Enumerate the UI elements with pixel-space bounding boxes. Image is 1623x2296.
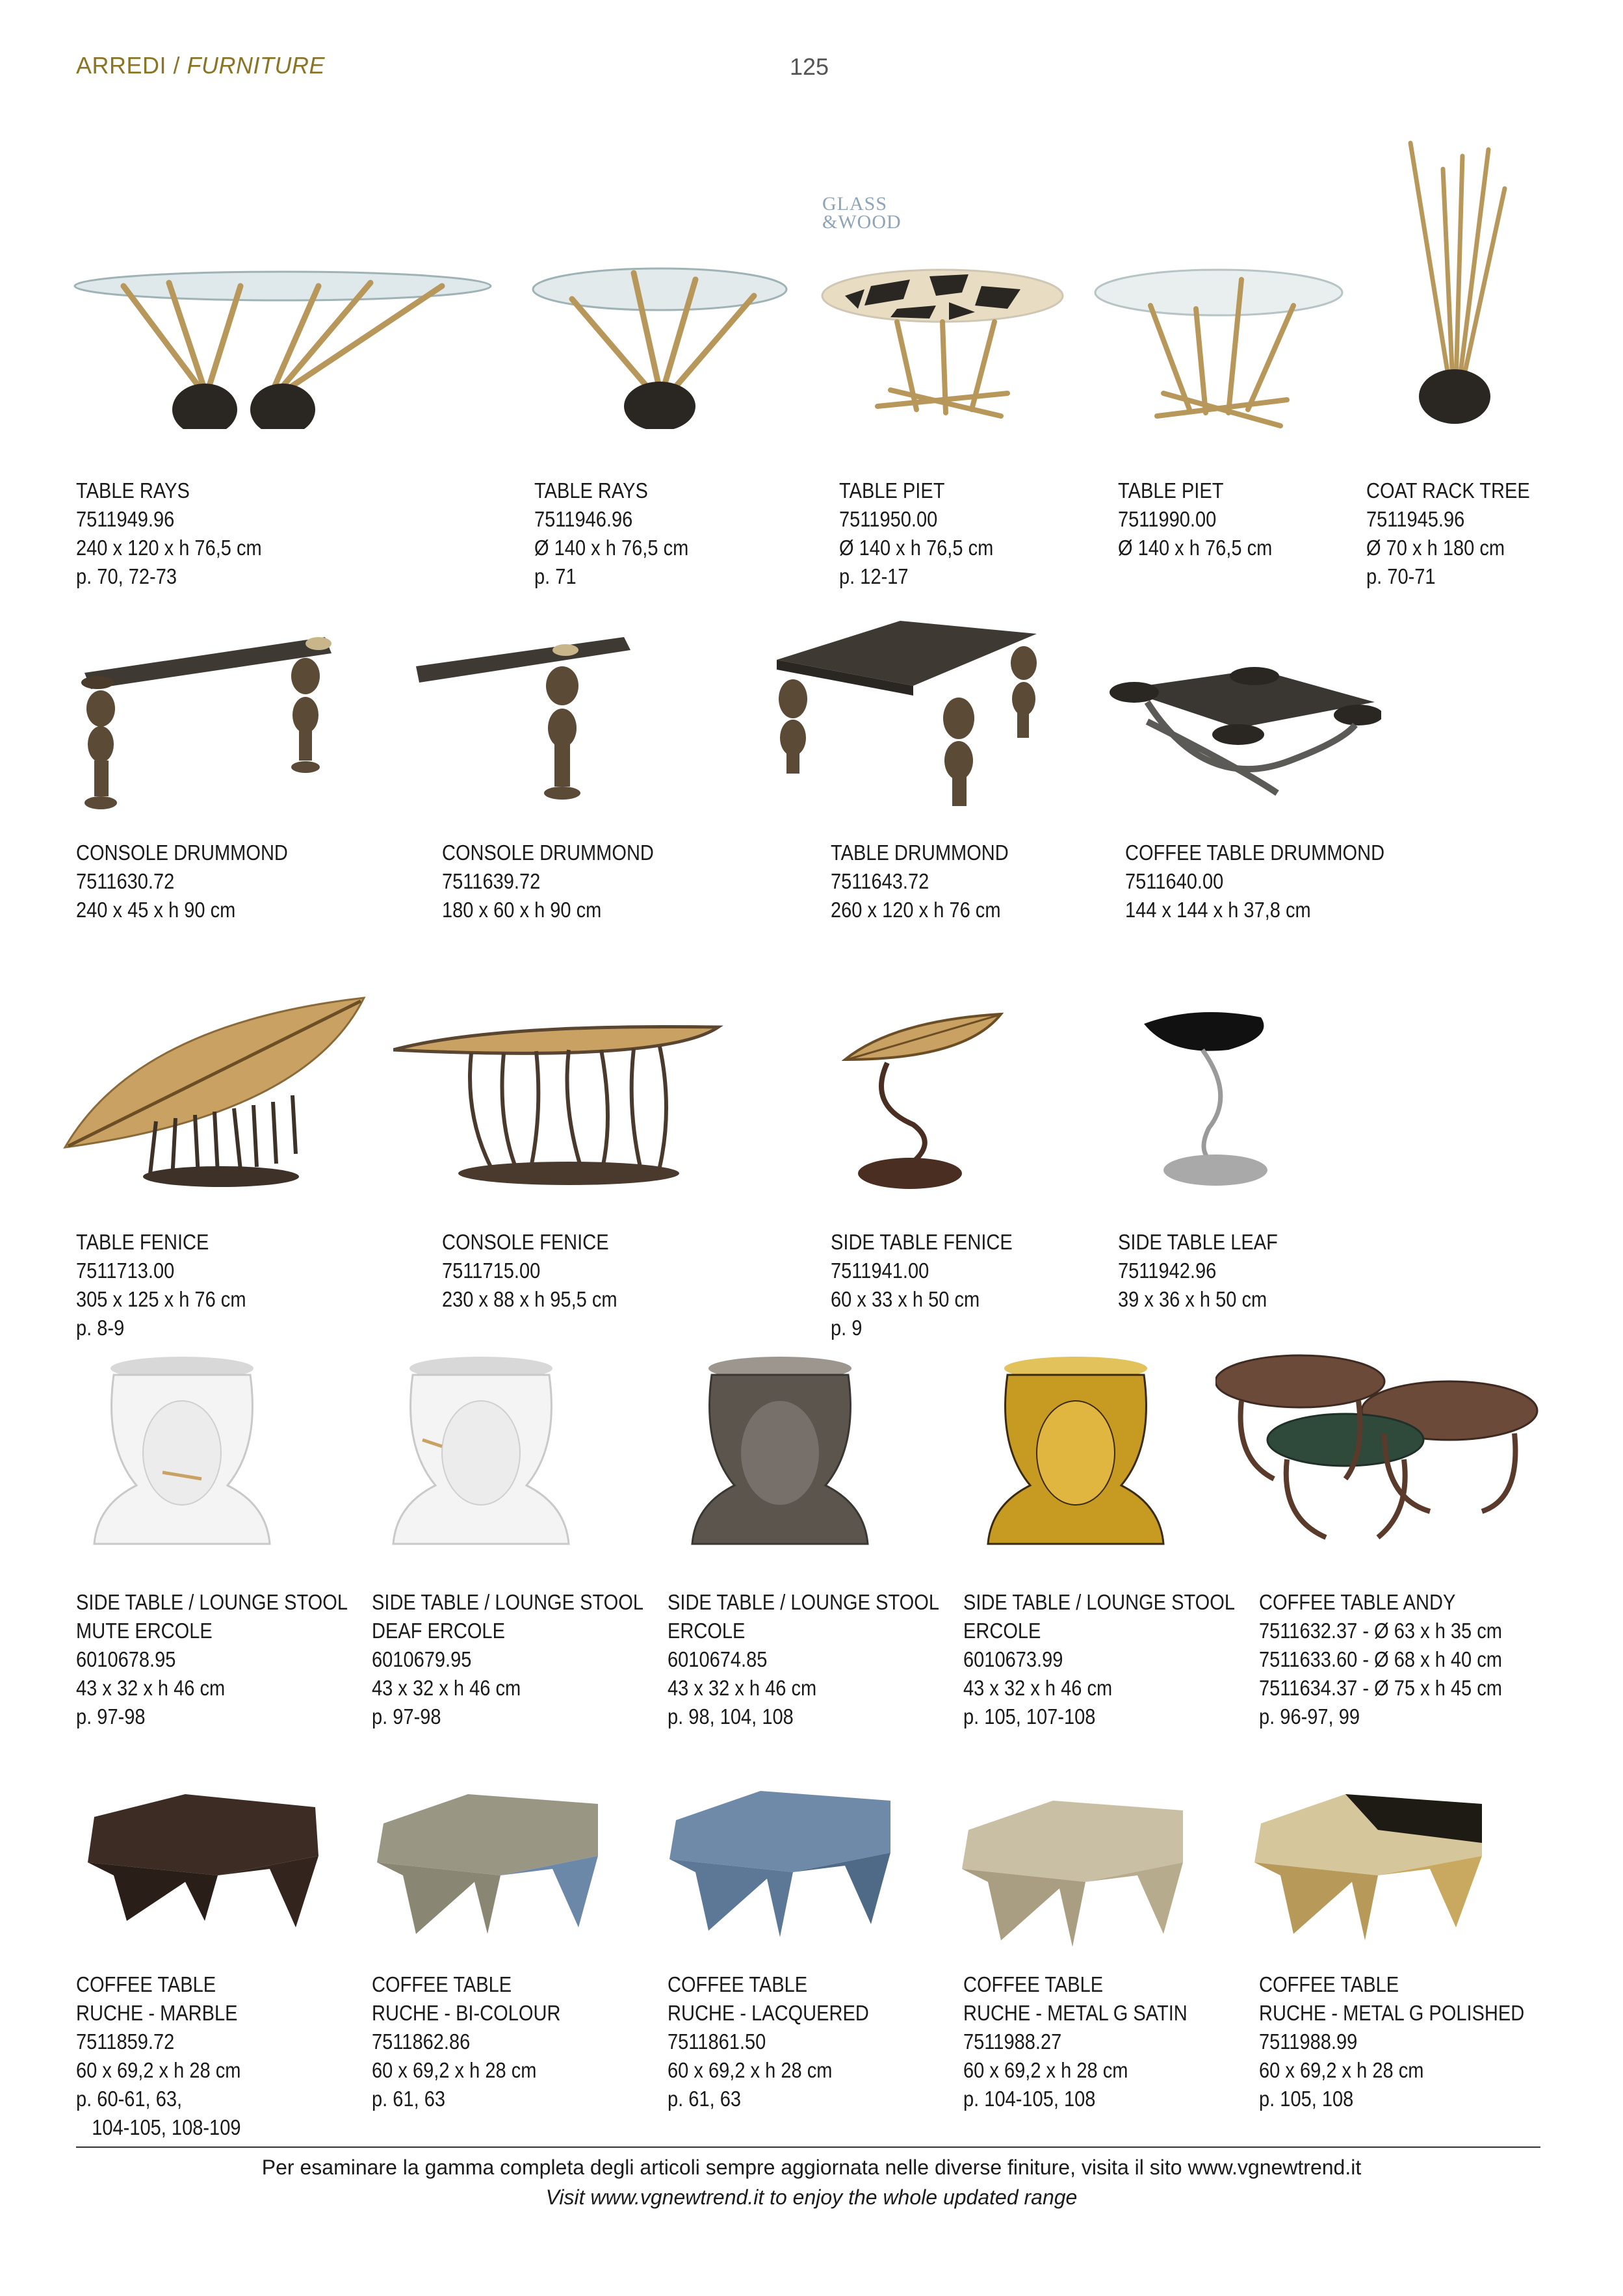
product-name: TABLE FENICE (76, 1230, 209, 1254)
console-icon (71, 624, 338, 819)
product-name: SIDE TABLE LEAF (1118, 1230, 1278, 1254)
product-pages: p. 98, 104, 108 (668, 1704, 794, 1729)
product-category: SIDE TABLE / LOUNGE STOOL (372, 1590, 643, 1614)
hex-table-icon (955, 1797, 1196, 1957)
product-pages: p. 105, 108 (1259, 2087, 1354, 2111)
frosted-table-icon (1092, 260, 1345, 436)
product-caption-table-rays-round (534, 476, 688, 591)
product-code: 7511945.96 (1366, 507, 1465, 531)
coffee-table-icon (1108, 663, 1381, 806)
product-pages: p. 9 (831, 1316, 863, 1340)
bust-stool-icon (383, 1349, 578, 1563)
product-variant: 7511632.37 - Ø 63 x h 35 cm (1259, 1619, 1502, 1643)
hex-table-icon (663, 1788, 903, 1957)
product-dimensions: 230 x 88 x h 95,5 cm (442, 1287, 617, 1311)
product-image-ruche-marble (75, 1791, 328, 1957)
black-leaf-table-icon (1131, 1004, 1280, 1193)
product-image-ruche-metal-satin (955, 1797, 1196, 1957)
round-glass-table-icon (526, 260, 793, 429)
product-pages: p. 60-61, 63, (76, 2087, 183, 2111)
product-name: RUCHE - METAL G POLISHED (1259, 2001, 1525, 2025)
product-caption-ruche-lacquered (668, 1970, 869, 2113)
product-name: RUCHE - BI-COLOUR (372, 2001, 561, 2025)
product-dimensions: 39 x 36 x h 50 cm (1118, 1287, 1267, 1311)
product-image-table-fenice (58, 985, 367, 1193)
product-caption-ercole-bronze (668, 1588, 939, 1731)
product-code: 6010679.95 (372, 1647, 472, 1671)
product-pages: p. 70-71 (1366, 564, 1436, 588)
product-dimensions: Ø 140 x h 76,5 cm (534, 536, 689, 560)
section-header (76, 52, 325, 79)
product-dimensions: 60 x 69,2 x h 28 cm (1259, 2058, 1424, 2082)
product-image-table-drummond (770, 614, 1043, 822)
product-code: 7511643.72 (831, 869, 929, 893)
product-dimensions: 60 x 33 x h 50 cm (831, 1287, 980, 1311)
product-caption-mute-ercole (76, 1588, 348, 1731)
product-name: DEAF ERCOLE (372, 1619, 505, 1643)
coat-rack-icon (1378, 130, 1521, 429)
product-caption-side-table-fenice (831, 1228, 1013, 1342)
mosaic-table-icon (819, 260, 1066, 429)
product-name: ERCOLE (668, 1619, 746, 1643)
product-name: RUCHE - METAL G SATIN (963, 2001, 1188, 2025)
product-code: 7511862.86 (372, 2029, 471, 2054)
product-dimensions: 60 x 69,2 x h 28 cm (668, 2058, 833, 2082)
product-code: 6010674.85 (668, 1647, 768, 1671)
product-name: TABLE PIET (839, 478, 945, 502)
product-dimensions: 305 x 125 x h 76 cm (76, 1287, 246, 1311)
product-dimensions: Ø 140 x h 76,5 cm (839, 536, 994, 560)
product-image-ruche-lacquered (663, 1788, 903, 1957)
product-caption-console-drummond-180 (442, 839, 654, 924)
product-name: RUCHE - LACQUERED (668, 2001, 869, 2025)
product-pages: p. 12-17 (839, 564, 909, 588)
product-caption-table-rays-oval (76, 476, 262, 591)
product-caption-coffee-table-drummond (1125, 839, 1384, 924)
product-code: 7511715.00 (442, 1259, 541, 1283)
product-caption-table-piet-mosaic (839, 476, 993, 591)
product-dimensions: 240 x 120 x h 76,5 cm (76, 536, 262, 560)
product-caption-console-fenice (442, 1228, 617, 1314)
product-image-coffee-table-andy (1215, 1349, 1540, 1563)
product-code: 7511941.00 (831, 1259, 929, 1283)
product-pages: p. 61, 63 (668, 2087, 742, 2111)
product-caption-side-table-leaf (1118, 1228, 1278, 1314)
product-pages: p. 104-105, 108 (963, 2087, 1096, 2111)
product-caption-ruche-metal-satin (963, 1970, 1188, 2113)
product-code: 7511639.72 (442, 869, 541, 893)
product-image-table-piet-mosaic (819, 260, 1066, 429)
product-image-coffee-table-drummond (1108, 663, 1381, 806)
product-dimensions: 60 x 69,2 x h 28 cm (963, 2058, 1128, 2082)
product-caption-ercole-gold (963, 1588, 1235, 1731)
product-image-ercole-gold (975, 1349, 1176, 1563)
product-name: CONSOLE DRUMMOND (442, 841, 654, 865)
product-image-ercole-bronze (679, 1349, 881, 1563)
product-name: TABLE RAYS (76, 478, 190, 502)
logo-line-2: &WOOD (822, 211, 902, 233)
product-dimensions: Ø 140 x h 76,5 cm (1118, 536, 1273, 560)
product-image-table-rays-round (526, 260, 793, 429)
bust-stool-icon (84, 1349, 279, 1563)
product-image-side-table-leaf (1131, 1004, 1280, 1193)
product-code: 7511859.72 (76, 2029, 175, 2054)
product-category: SIDE TABLE / LOUNGE STOOL (963, 1590, 1235, 1614)
product-image-console-fenice (393, 1011, 725, 1193)
product-caption-coat-rack-tree (1366, 476, 1530, 591)
product-pages: p. 105, 107-108 (963, 1704, 1096, 1729)
product-variant: 7511633.60 - Ø 68 x h 40 cm (1259, 1647, 1502, 1671)
product-name: ERCOLE (963, 1619, 1041, 1643)
product-name: CONSOLE DRUMMOND (76, 841, 288, 865)
product-category: COFFEE TABLE (963, 1972, 1104, 1996)
product-image-console-drummond-240 (71, 624, 338, 819)
product-pages: p. 61, 63 (372, 2087, 446, 2111)
console-small-icon (409, 624, 630, 819)
product-image-coat-rack-tree (1378, 130, 1521, 429)
glass-wood-logo (822, 195, 920, 231)
product-dimensions: 43 x 32 x h 46 cm (963, 1676, 1113, 1700)
product-category: SIDE TABLE / LOUNGE STOOL (668, 1590, 939, 1614)
product-image-deaf-ercole (383, 1349, 578, 1563)
product-caption-table-piet-frosted (1118, 476, 1272, 562)
product-pages-continued: 104-105, 108-109 (76, 2115, 241, 2139)
product-category: COFFEE TABLE (668, 1972, 808, 1996)
product-image-table-rays-oval (71, 260, 494, 429)
product-caption-console-drummond-240 (76, 839, 288, 924)
product-name: TABLE RAYS (534, 478, 648, 502)
product-caption-ruche-bicolour (372, 1970, 560, 2113)
product-category: SIDE TABLE / LOUNGE STOOL (76, 1590, 348, 1614)
product-image-side-table-fenice (842, 1008, 1004, 1196)
product-code: 7511946.96 (534, 507, 633, 531)
product-name: CONSOLE FENICE (442, 1230, 609, 1254)
product-dimensions: 60 x 69,2 x h 28 cm (372, 2058, 537, 2082)
leaf-table-icon (58, 985, 367, 1193)
product-code: 7511713.00 (76, 1259, 175, 1283)
product-image-table-piet-frosted (1092, 260, 1345, 436)
page-number: 125 (790, 53, 829, 80)
product-code: 7511942.96 (1118, 1259, 1217, 1283)
product-dimensions: 43 x 32 x h 46 cm (372, 1676, 521, 1700)
product-pages: p. 97-98 (372, 1704, 441, 1729)
product-name: TABLE DRUMMOND (831, 841, 1009, 865)
product-caption-ruche-marble (76, 1970, 240, 2142)
product-pages: p. 71 (534, 564, 577, 588)
product-image-mute-ercole (84, 1349, 279, 1563)
product-name: COFFEE TABLE ANDY (1259, 1590, 1456, 1614)
product-code: 7511988.27 (963, 2029, 1062, 2054)
product-code: 7511950.00 (839, 507, 938, 531)
product-caption-ruche-metal-polished (1259, 1970, 1524, 2113)
product-caption-table-drummond (831, 839, 1009, 924)
bust-stool-icon (975, 1349, 1176, 1563)
product-variant: 7511634.37 - Ø 75 x h 45 cm (1259, 1676, 1502, 1700)
product-code: 7511949.96 (76, 507, 175, 531)
hex-table-icon (75, 1791, 328, 1957)
product-category: COFFEE TABLE (76, 1972, 216, 1996)
section-title-it: ARREDI / (76, 52, 181, 79)
product-name: SIDE TABLE FENICE (831, 1230, 1013, 1254)
product-dimensions: 260 x 120 x h 76 cm (831, 898, 1001, 922)
hex-table-icon (1248, 1791, 1495, 1953)
section-title-en: FURNITURE (187, 52, 326, 79)
product-image-ruche-metal-polished (1248, 1791, 1495, 1953)
product-caption-table-fenice (76, 1228, 246, 1342)
product-caption-coffee-table-andy (1259, 1588, 1502, 1731)
flower-tables-icon (1215, 1349, 1540, 1563)
footer-text-it: Per esaminare la gamma completa degli articoli sempre aggiornata nelle diverse finiture, visita il sito www.vgnewtrend.it (261, 2156, 1362, 2179)
product-image-console-drummond-180 (409, 624, 630, 819)
product-name: TABLE PIET (1118, 478, 1224, 502)
footer-text-en: Visit www.vgnewtrend.it to enjoy the whole updated range (545, 2185, 1078, 2209)
product-name: MUTE ERCOLE (76, 1619, 213, 1643)
product-image-ruche-bicolour (370, 1791, 611, 1957)
product-code: 7511630.72 (76, 869, 175, 893)
product-dimensions: Ø 70 x h 180 cm (1366, 536, 1505, 560)
product-code: 7511861.50 (668, 2029, 766, 2054)
leaf-side-table-icon (842, 1008, 1004, 1196)
product-dimensions: 60 x 69,2 x h 28 cm (76, 2058, 241, 2082)
product-dimensions: 240 x 45 x h 90 cm (76, 898, 236, 922)
product-name: RUCHE - MARBLE (76, 2001, 238, 2025)
footer-divider (76, 2146, 1540, 2148)
product-pages: p. 97-98 (76, 1704, 146, 1729)
product-name: COAT RACK TREE (1366, 478, 1530, 502)
product-category: COFFEE TABLE (372, 1972, 512, 1996)
product-code: 7511988.99 (1259, 2029, 1358, 2054)
leaf-console-icon (393, 1011, 725, 1193)
hex-table-icon (370, 1791, 611, 1957)
product-code: 6010673.99 (963, 1647, 1063, 1671)
product-dimensions: 43 x 32 x h 46 cm (76, 1676, 226, 1700)
product-caption-deaf-ercole (372, 1588, 643, 1731)
logo-line-1: GLASS (822, 193, 888, 215)
product-name: COFFEE TABLE DRUMMOND (1125, 841, 1385, 865)
product-pages: p. 96-97, 99 (1259, 1704, 1360, 1729)
product-pages: p. 8-9 (76, 1316, 125, 1340)
product-code: 6010678.95 (76, 1647, 176, 1671)
product-code: 7511640.00 (1125, 869, 1224, 893)
product-category: COFFEE TABLE (1259, 1972, 1399, 1996)
product-code: 7511990.00 (1118, 507, 1217, 531)
product-dimensions: 144 x 144 x h 37,8 cm (1125, 898, 1311, 922)
product-dimensions: 180 x 60 x h 90 cm (442, 898, 602, 922)
bust-stool-icon (679, 1349, 881, 1563)
product-pages: p. 70, 72-73 (76, 564, 177, 588)
product-dimensions: 43 x 32 x h 46 cm (668, 1676, 817, 1700)
oval-glass-table-icon (71, 260, 494, 429)
drummond-table-icon (770, 614, 1043, 822)
